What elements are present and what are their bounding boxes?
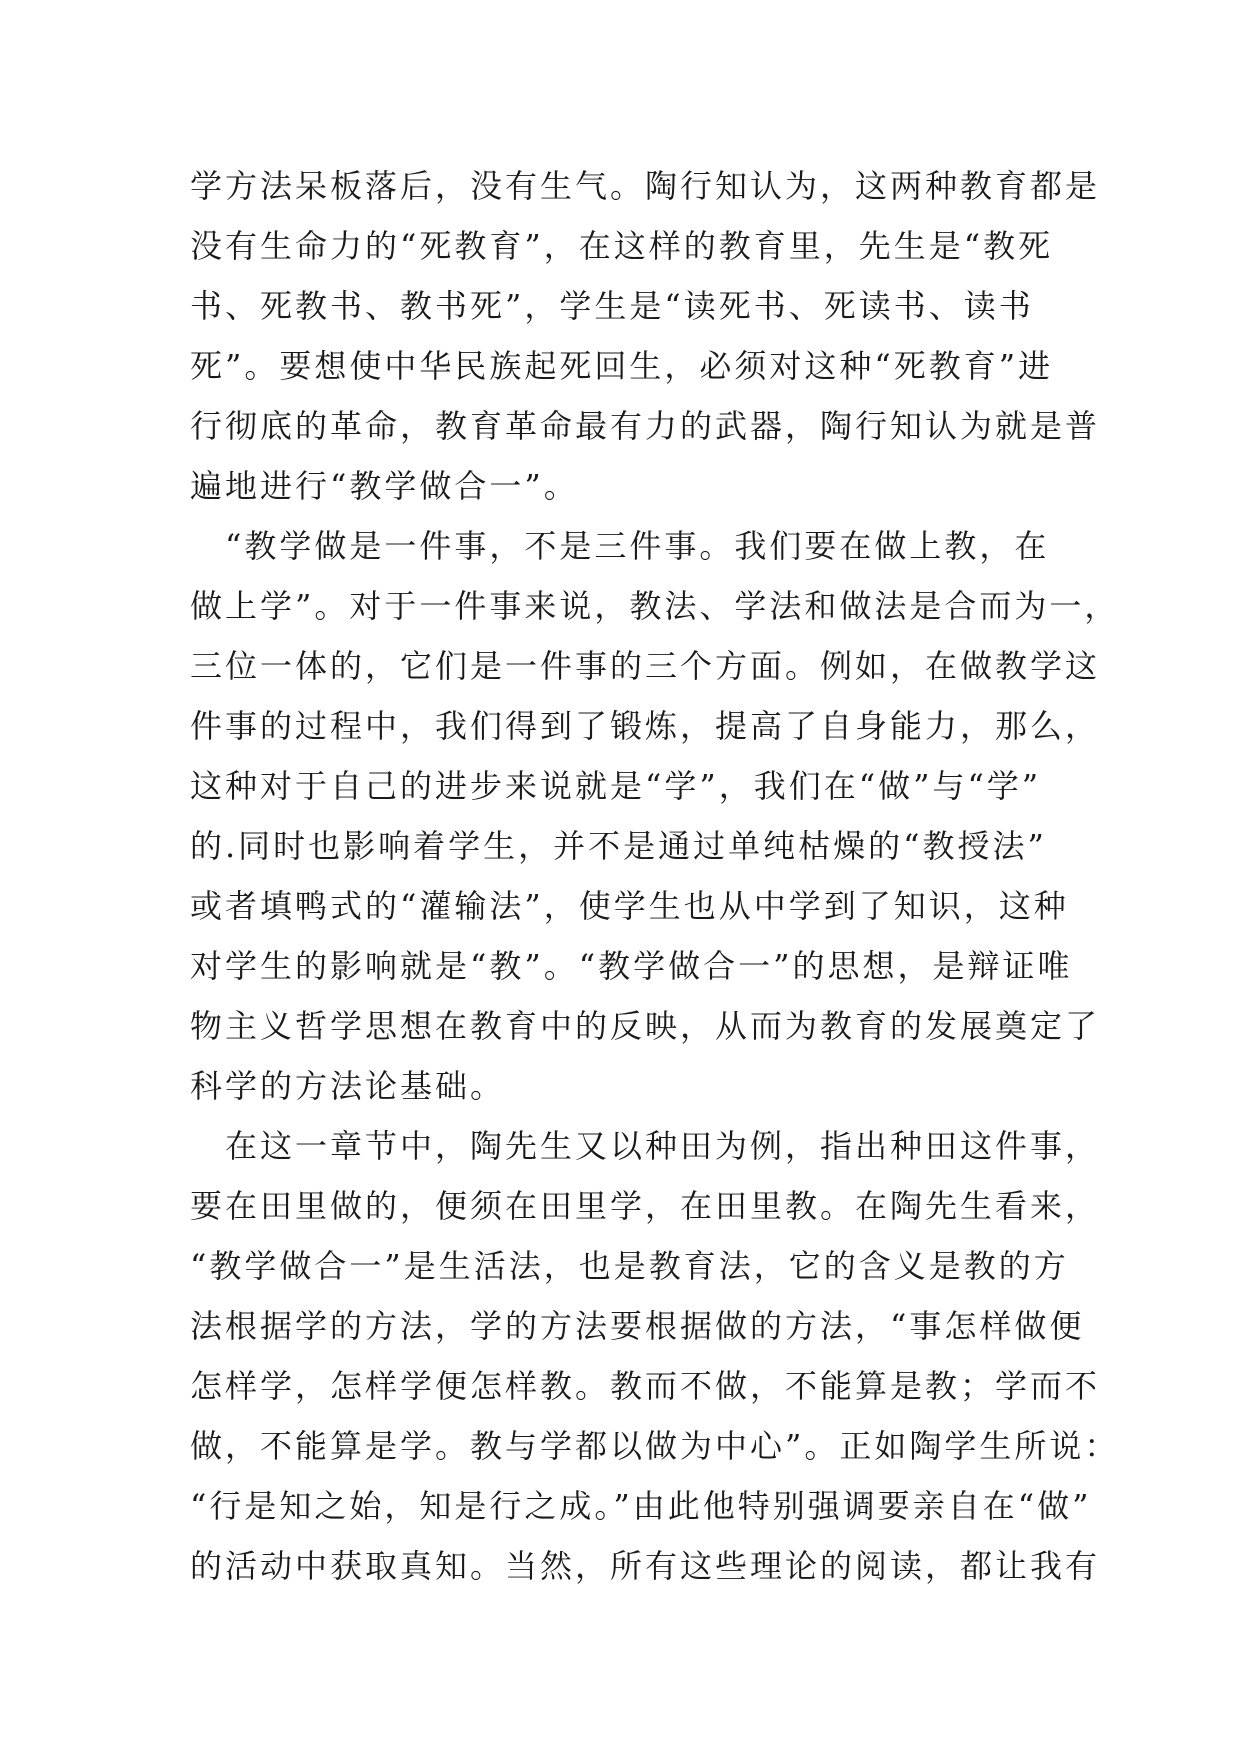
text-line: 学方法呆板落后，没有生气。陶行知认为，这两种教育都是 (190, 167, 1101, 205)
text-line: “教学做合一”是生活法，也是教育法，它的含义是教的方 (190, 1247, 1069, 1285)
text-line: “行是知之始，知是行之成。”由此他特别强调要亲自在“做” (190, 1487, 1092, 1525)
text-line: 三位一体的，它们是一件事的三个方面。例如，在做教学这 (190, 647, 1101, 685)
text-line: 法根据学的方法，学的方法要根据做的方法，“事怎样做便 (190, 1307, 1085, 1345)
text-line: 或者填鸭式的“灌输法”，使学生也从中学到了知识，这种 (190, 887, 1069, 925)
text-line: 在这一章节中，陶先生又以种田为例，指出种田这件事， (190, 1127, 1101, 1165)
text-line: 这种对于自己的进步来说就是“学”，我们在“做”与“学” (190, 767, 1042, 805)
text-line: 要在田里做的，便须在田里学，在田里教。在陶先生看来， (190, 1187, 1101, 1225)
text-line: 的.同时也影响着学生，并不是通过单纯枯燥的“教授法” (190, 827, 1047, 865)
text-line: 对学生的影响就是“教”。“教学做合一”的思想，是辩证唯 (190, 947, 1073, 985)
body-text (190, 156, 1120, 1596)
text-line: 科学的方法论基础。 (190, 1067, 506, 1105)
text-line: 物主义哲学思想在教育中的反映，从而为教育的发展奠定了 (190, 1007, 1101, 1045)
text-line: 遍地进行“教学做合一”。 (190, 467, 579, 505)
text-line: 书、死教书、教书死”，学生是“读死书、死读书、读书 (190, 287, 1034, 325)
text-line: 的活动中获取真知。当然，所有这些理论的阅读，都让我有 (190, 1547, 1101, 1585)
text-line: 件事的过程中，我们得到了锻炼，提高了自身能力，那么， (190, 707, 1101, 745)
text-line: 做，不能算是学。教与学都以做为中心”。正如陶学生所说： (190, 1427, 1120, 1465)
text-line: “教学做是一件事，不是三件事。我们要在做上教，在 (190, 527, 1050, 565)
text-line: 做上学”。对于一件事来说，教法、学法和做法是合而为一， (190, 587, 1120, 625)
text-line: 行彻底的革命，教育革命最有力的武器，陶行知认为就是普 (190, 407, 1101, 445)
text-line: 没有生命力的“死教育”，在这样的教育里，先生是“教死 (190, 227, 1054, 265)
text-line: 怎样学，怎样学便怎样教。教而不做，不能算是教；学而不 (190, 1367, 1101, 1405)
text-line: 死”。要想使中华民族起死回生，必须对这种“死教育”进 (190, 347, 1054, 385)
